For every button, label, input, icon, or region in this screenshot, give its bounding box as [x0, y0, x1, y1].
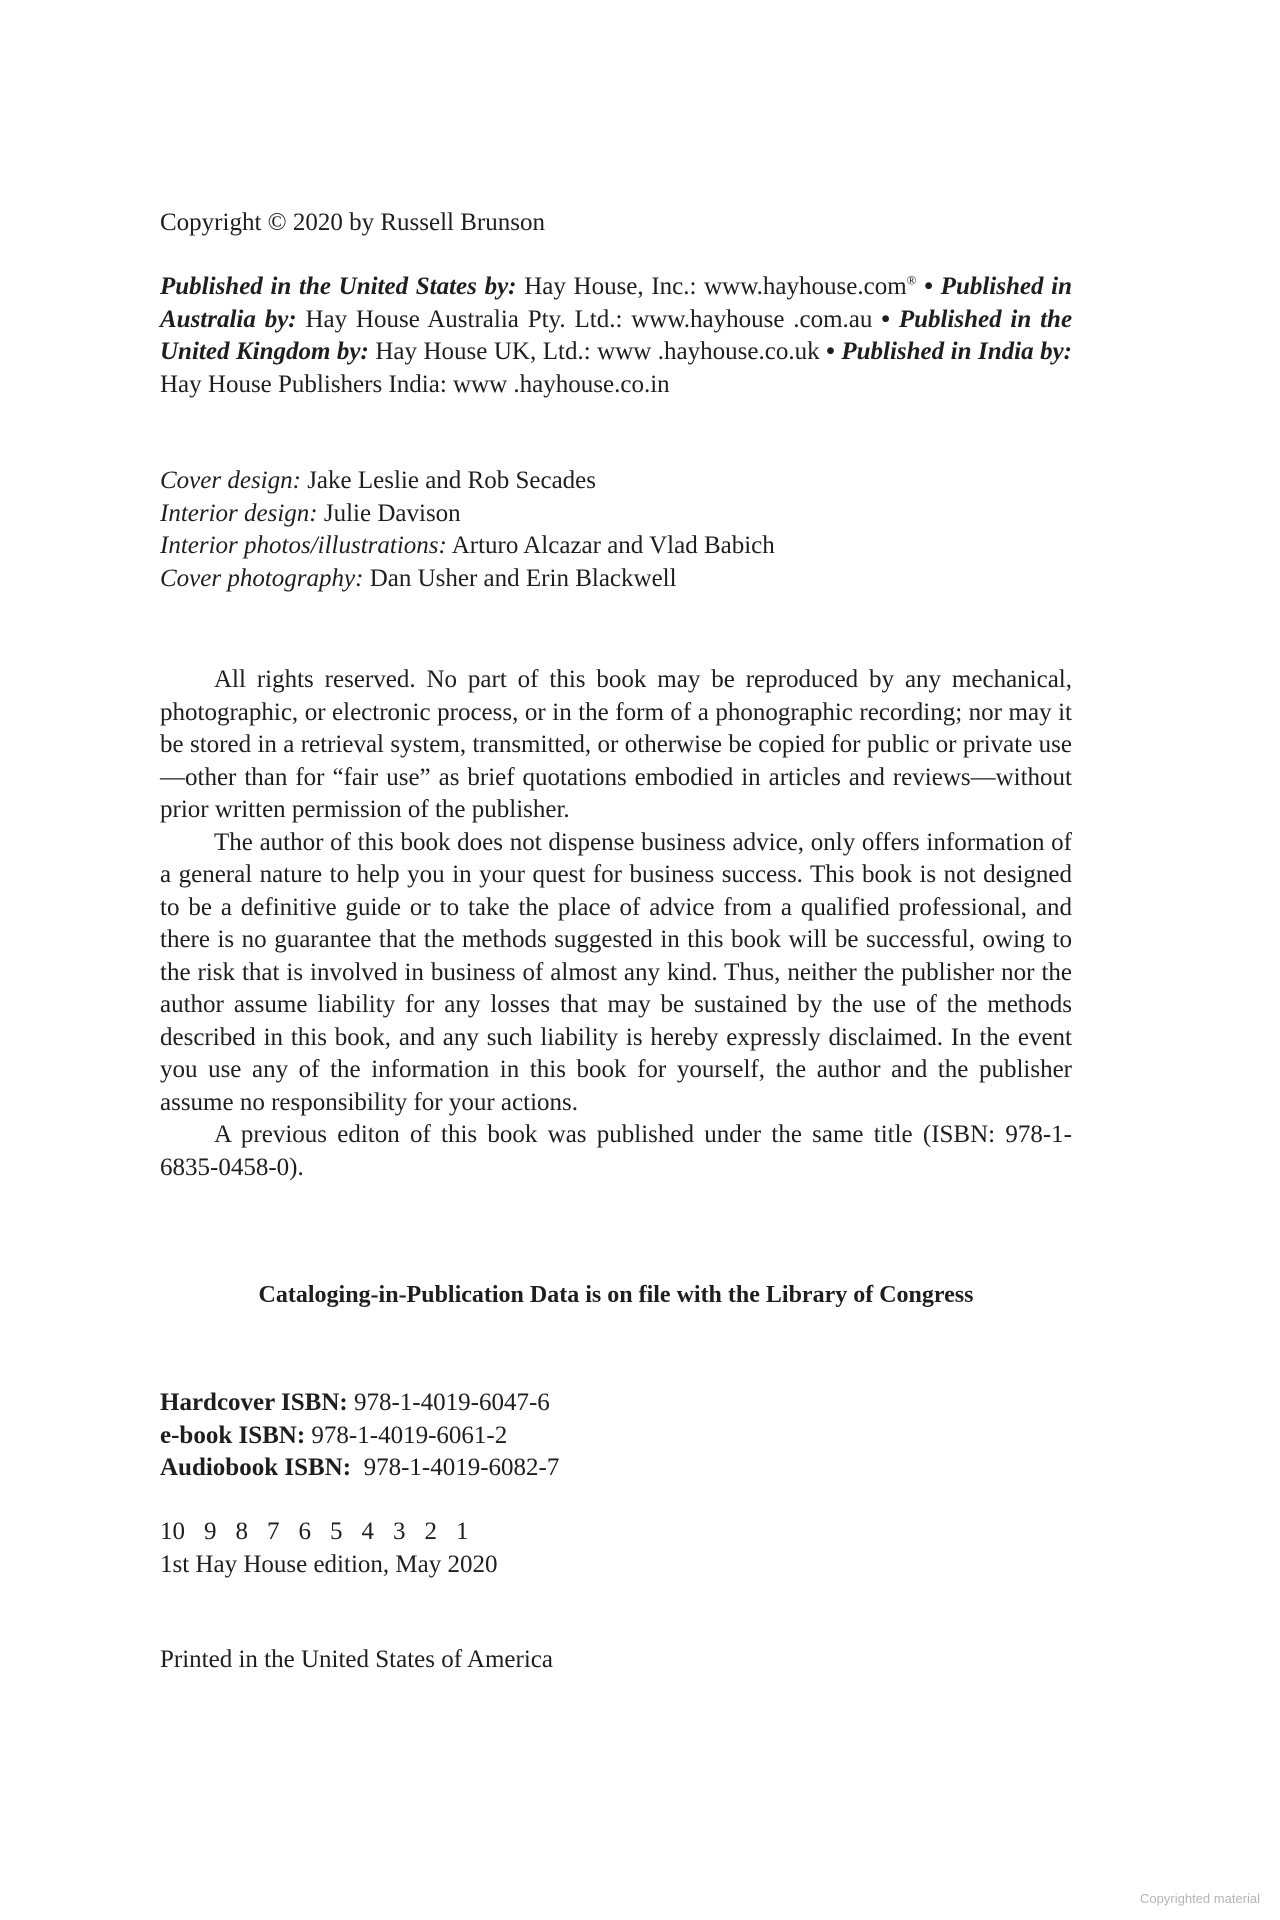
credit-value: Julie Davison: [323, 499, 461, 527]
credit-line: [160, 563, 1072, 596]
credits-list: [160, 465, 1072, 595]
isbn-value: 978-1-4019-6061-2: [311, 1421, 508, 1449]
isbn-label: Audiobook ISBN:: [160, 1454, 352, 1481]
publisher-au-label: Published in Australia by:: [160, 273, 1072, 333]
publishers-paragraph: [160, 271, 1072, 401]
printing-number: 6: [298, 1518, 311, 1545]
credit-value: Jake Leslie and Rob Secades: [307, 467, 596, 494]
isbn-line: [160, 1420, 1072, 1453]
publisher-us-label: Published in the United States by:: [160, 273, 517, 300]
printed-in: Printed in the United States of America: [160, 1646, 553, 1673]
rights-paragraph: All rights reserved. No part of this book may be reproduced by any mechanical, photographic, or electronic process, or in the form of a phonographic recording; nor may it be stored in a retrieval system, transmitted, or otherwise be copied for public or private use—other than for “fair use” as brief quotations embodied in articles and reviews—without prior written permission of the publisher.: [160, 666, 1072, 823]
printing-number: 1: [456, 1518, 469, 1545]
printing-line: [160, 1516, 1072, 1549]
printing-number: 2: [424, 1518, 437, 1545]
printing-info: [160, 1516, 1072, 1581]
registered-mark: ®: [906, 272, 917, 288]
edition-line: 1st Hay House edition, May 2020: [160, 1550, 498, 1578]
printing-number: 10: [160, 1518, 185, 1545]
isbn-label: Hardcover ISBN:: [160, 1389, 348, 1416]
isbn-list: [160, 1387, 1072, 1485]
printing-number: 7: [267, 1518, 280, 1545]
credit-value: Dan Usher and Erin Blackwell: [369, 564, 677, 592]
publisher-in-label: Published in India by:: [841, 338, 1072, 365]
printing-number: 5: [330, 1518, 343, 1545]
copyright-line: Copyright © 2020 by Russell Brunson: [160, 209, 545, 236]
bullet-separator: •: [826, 338, 835, 365]
bullet-separator: •: [924, 273, 933, 300]
credit-line: [160, 530, 1072, 563]
cip-notice: Cataloging-in-Publication Data is on file with the Library of Congress: [258, 1282, 974, 1308]
rights-notice: [160, 664, 1072, 1184]
isbn-label: e-book ISBN:: [160, 1421, 306, 1449]
credit-value: Arturo Alcazar and Vlad Babich: [451, 532, 775, 559]
printing-number: 9: [204, 1518, 217, 1545]
publisher-us-value: Hay House, Inc.: www.hayhouse.com: [524, 273, 907, 300]
credit-label: Cover photography:: [160, 564, 364, 592]
credit-line: [160, 465, 1072, 498]
isbn-line: [160, 1387, 1072, 1420]
credit-line: [160, 498, 1072, 531]
watermark: Copyrighted material: [1140, 1891, 1260, 1906]
publisher-uk-value: Hay House UK, Ltd.: www .hayhouse.co.uk: [375, 338, 820, 365]
credit-label: Cover design:: [160, 467, 301, 494]
previous-edition-paragraph: A previous editon of this book was published under the same title (ISBN: 978-1-6835-0458-0).: [160, 1121, 1072, 1181]
publisher-au-value: Hay House Australia Pty. Ltd.: www.hayhouse .com.au: [305, 305, 873, 333]
publisher-in-value: Hay House Publishers India: www .hayhouse.co.in: [160, 370, 670, 398]
printing-number: 4: [361, 1518, 374, 1545]
printing-number: 8: [235, 1518, 248, 1545]
isbn-value: 978-1-4019-6047-6: [353, 1389, 550, 1416]
isbn-line: [160, 1452, 1072, 1485]
printing-number: 3: [393, 1518, 406, 1545]
isbn-value: 978-1-4019-6082-7: [363, 1454, 560, 1481]
publisher-uk-label: Published in the United Kingdom by:: [160, 305, 1073, 365]
bullet-separator: •: [881, 305, 890, 333]
credit-label: Interior photos/illustrations:: [160, 532, 447, 559]
copyright-page: [160, 0, 1072, 1920]
credit-label: Interior design:: [160, 499, 318, 527]
disclaimer-paragraph: The author of this book does not dispense business advice, only offers information of a general nature to help you in your quest for business success. This book is not designed to be a definitive guide or to take the place of advice from a qualified professional, and there is no guarantee that the methods suggested in this book will be successful, owing to the risk that is involved in business of almost any kind. Thus, neither the publisher nor the author assume liability for any losses that may be sustained by the use of the methods described in this book, and any such liability is hereby expressly disclaimed. In the event you use any of the information in this book for yourself, the author and the publisher assume no responsibility for your actions.: [160, 828, 1072, 1116]
